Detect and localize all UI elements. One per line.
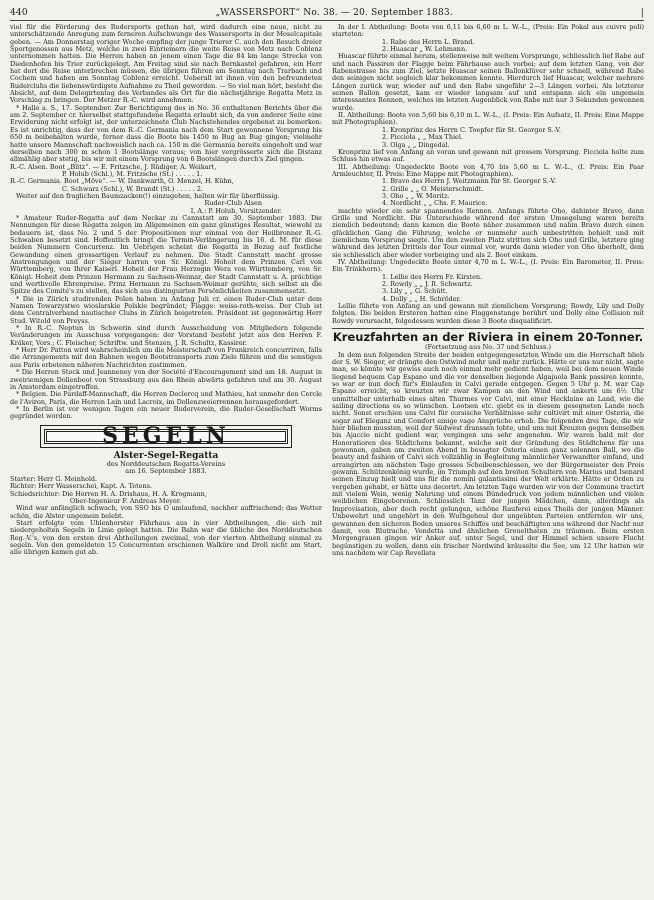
banner-title: SEGELN — [44, 429, 288, 444]
page-header — [10, 8, 644, 21]
paragraph: * Belgien. Die Pardaff-Mannschaft, die Herren Declercq und Mathieu, hat unmehr den Cercle de l'Aviron, Paris, die Herren Lein und Lacroix, im Dollenzweierrennen herausgefordert. — [10, 390, 322, 406]
crew-line: C. Schwarz (Schl.), W. Brandt (St.) . . . . . 2. — [62, 184, 204, 193]
crew-line: R.-C. Germania. Boot „Möve“. — W. Dankwarth, O. Menzel, H. Kühn, — [10, 177, 234, 186]
crew-line: R.-C. Alsen. Boot „Blitz“. — E. Fritzsche, J. Rüdiger, A. Weikart, — [10, 162, 217, 171]
boat-entry: 2. Huascar „ W. Lehmann. — [382, 45, 468, 54]
paragraph: Weiter auf den fraglichen Baumzacken(!) einzugehen, halten wir für überflüssig. — [16, 191, 280, 200]
boat-entry: 1. Lellie des Herrn Fr. Kirsten. — [382, 272, 483, 281]
official-line: Schiedsrichter: Die Herren H. A. Drishaus, H. A. Krogmann, — [10, 489, 207, 498]
boat-entry: 1. Kronprinz des Herrn C. Toepfer für St. Georger S.-V. — [382, 125, 561, 134]
header-mark: | — [640, 8, 644, 18]
official-line: Richter: Herr Wasserschei, Kapt. A. Tetens. — [10, 482, 153, 491]
right-column — [332, 24, 644, 557]
paragraph: Kronprinz lief von Anfang an voran und gewann mit grossem Vorsprung. Picciola holte zum Schluss hin etwas auf. — [332, 147, 644, 164]
left-column — [10, 24, 322, 557]
page-number: 440 — [10, 8, 28, 18]
boat-entry: 3. Lily „ „ G. Schütt. — [382, 287, 448, 296]
paragraph: IV. Abtheilung: Ungedeckte Boote unter 4,70 m L. W.-L., (I. Preis: Ein Barometer, II. Preis: Ein Trinkhorn). — [332, 258, 644, 274]
paragraph: * Herr Dr. Patton wird wahrscheinlich um die Meisterschaft von Frankreich concurriren, falls die Arrangements mit den Bahnen wegen Bootstransports zum Ziele führen und die sonstigen aus Paris erbetenen näheren Nachrichten zustimmen. — [10, 346, 322, 369]
paragraph: II. Abtheilung: Boote von 5,60 bis 6,10 m L. W.-L., (I. Preis: Ein Aufsatz, II. Preis: Eine Mappe mit Photographien). — [332, 111, 644, 127]
paragraph: * Die Herren Stock und Jeanneney von der Société d'Encouragement sind am 18. August in zweiriemigen Dollenboot von Strassburg aus den Rhein abwärts gefahren und am 30. August in Amsterdam eingetroffen. — [10, 368, 322, 391]
page-title: „WASSERSPORT“ No. 38. — 20. September 1883. — [215, 8, 453, 18]
section-banner — [40, 422, 292, 449]
paragraph: In dem nun folgenden Streite der beiden entgegengesetzten Winde um die Herrschaft blieb der S. W. Sieger, er drängte den Ostwind mehr und mehr zurück. Hätte er uns nur nicht, sagte man, so könnte wir gewiss auch noch einmal mehr gedient haben, weil bei dem neuen Winde liegend bequem Cap Espano und die vor denselben liegende Algajuola Bank passiren konnte, so war er nun doch für's Einlaufen in Calvi gerade entgegen. Gegen 5 Uhr p. M. war Cap Espano erreicht, so kreuzten wir zwar Kampen an den Wind und ankerte um 6½ Uhr unmittelbar unterhalb eines alten Thurmes vor Calvi, mit einer Hecklaine an Land, wie die sailing directions es so wünschen. Lootsen etc. giebt es in diesem gesegneten Lande noch nicht. Sonst erschien uns Calvi für corsische Verhältnisse sehr cultivirt mit einer Osteria, die sogar auf Eleganz und Comfort einige vage Ansprüche erhob. Die folgenden drei Tage, die wir hier blieben mussten, weil der Südwest dranssen tobte, und uns mit Kreuzen gegen denselben bis Ajaccio nicht gedient war, vergingen uns sehr angenehm. Wir waren bald mit der Honoratioren des Städtchens bekannt, welche seit der Gründung des Städtchens für uns gewonnen, gaben am zweiten Abend in besagter Osteria einen ganz solennen Ball, wo die beauty and fashion of Calvi sich vollzählig in Begleitung männlicher Verwandter einfand, und arrangirten am nächsten Tage grosses Scheibenschiessen, wo der Bürgermeister den Preis gewann. Schützenkönig wurde, im Triumph auf den breiten Schultern von Marius und Isenard seinen Einzug hielt und uns für die nomini galantissimi der Welt erklärte. Hätte er Orden zu vergeben gehabt, er hätte uns decorirt. Am letzten Tage wurden wir von der Commune tractirt mit vielem Wein, wenig Nahrung und einem Bündedruck von jedem männlichen und vielen weiblichen Eingeborenen. Schliesslich Tanz der jungen Mädchen, dann, allerdings als Improvisation, aber doch recht gelungen, schöne Rauferei eines Theils der jungen Männer. Unbewehrt und ungehört in den Wuthgeheul der ungeübten Parteien entfernten wir uns, gewannen den sicheren Boden unseres Schiffes und beschäftigten uns während der Nacht nur damit, von Blutrache, Vendetta und ähnlichen Greuelthaten zu träumen. Beim ersten Morgengrauen gingen wir Anker auf, unter Segel, und der Himmel schien unsere Flucht begünstigen zu wollen, denn ein frischer Nordwind kräuselte die See, um 12 Uhr hatten wir uns nachdem wir Cap Revellata — [332, 350, 644, 557]
paragraph: III. Abtheilung: Ungedeckte Boote von 4,70 bis 5,60 m L. W.-L., (I. Preis: Ein Paar Armleuchter, II. Preis: Eine Mappe mit Photographien). — [332, 162, 644, 178]
paragraph: * Halle a. S., 17. September. Zur Berichtigung des in No. 36 enthaltenen Berichts über die am 2. September cr. hierselbst stattgefundene Regatta erlaubt sich, da von anderer Seite eine Erwiderung nicht erfolgt ist, der unterzeichnete Club Nachstehendes ergebenst zu bemerken: Es ist unrichtig, dass der von dem R.-C. Germania nach dem Start gewonnene Vorsprung bis 650 m beibehalten wurde, ferner dass die Boote bis 1450 m Bug an Bug gingen; vielmehr hatte unsere Mannschaft nachweislich nach ca. 150 m die Germania bereits eingeholt und war derselben nach 300 m schon 1 Bootslänge voraus; von hier vergrösserte sich die Distanz allmählig aber stetig, bis wir mit einem Vorsprung von 6 Bootslängen durch's Ziel gingen. — [10, 103, 322, 164]
boat-entry: 4. Dolly „ „ H. Schröder. — [382, 294, 461, 303]
regatta-date: am 16. September 1883. — [125, 467, 207, 476]
paragraph: Wind war anfänglich schwach, von SSO bis O umlaufend, nachher auffrischend; das Wetter schön, die Alster ungemein belebt. — [10, 504, 322, 520]
regatta-subtitle: des Norddeutschen Regatta-Vereins — [106, 459, 226, 468]
paragraph: machte wieder ein sehr spannendes Rennen. Anfangs führte Oho, dahinter Bravo, dann Grille und Nordlicht. Die Unterschiede während der ersten Umsegelung waren bereits ziemlich bedeutend; dann kamen die Boote näher zusammen und nahm Bravo durch einen glücklichen Gang die Führung, welche er nunmehr auch unbestritten behielt und mit ziemlichem Vorsprung siegte. Um den zweiten Platz stritten sich Oho und Grille, letztere ging während des letzten Drittels der Tour einmal vor, wurde dann wieder von Oho überholt, dem sie schliesslich aber wieder vorbeiging und als 2. Boot einkam. — [332, 206, 644, 259]
paragraph: Lellie führte von Anfang an und gewann mit ziemlichem Vorsprung; Rowdy, Lily und Dolly folgten. Die beiden Ersteren hatten eine Flaggenstange berührt und Dolly eine Collision mit Rowdy verursacht, folgedessen wurden diese 3 Boote disqualificirt. — [332, 302, 644, 325]
signature: Ruder-Club Alsen — [204, 199, 262, 208]
paragraph: viel für die Förderung des Rudersports gethan hat, wird dadurch eine neue, nicht zu unterschätzende Anregung zum ferneren Aufschwunge des Wassersports in der Moselcapitale geben. — Am Donnerstag voriger Woche empfing der junge Trierer C. auch den Besuch dreier Sportgenossen aus Metz, welche in zwei Einriemern die weite Reise von Metz nach Coblenz unternommen hatten. Die Herren haben an jenem einen Tage die 84 km lange Strecke von Diedenhofen bis Trier zurückgelegt. Am Freitag sind sie nach Bernkastel gefahren, ein Herr hat dort die Reise unterbrechen müssen, die übrigen führen am Sonntag nach Trarbach und Cochem und haben am Sonntag Coblenz erreicht. Ueberall ist ihnen von den befreundeten Rudercluhs die liebenswürdigste Aufnahme zu Theil geworden. — So viel man hört, besteht die Absicht, auf dem Delegirtentag des Verbandes als Ort für die nächstjährige Regatta Metz in Vorschlag zu bringen. Der Metzer R.-C. wird annehmen. — [10, 23, 322, 105]
boat-entry: 3. Olga „ „ Dingedal. — [382, 140, 450, 149]
signature: I. A.: P. Holub, Vorsitzender. — [190, 206, 282, 215]
paragraph: * In Berlin ist vor wenigen Tagen ein neuer Ruderverein, die Ruder-Gesellschaft Worms gegründet worden. — [10, 404, 322, 421]
paragraph: * In R.-C. Neptun in Schwerin sind durch Ausscheidung von Mitgliedern folgende Veränderungen im Ausschuss vorgegangen: der Vorstand besteht jetzt aus den Herren F. Kräker, Vors.; C. Fleischer, Schriftw. und Stenzen, J. R. Schultz, Kassirer. — [10, 324, 322, 347]
boat-entry: 2. Grille „ „ O. Meisterschmidt. — [382, 184, 484, 193]
boat-entry: 1. Rabe des Herrn L. Brand. — [382, 37, 475, 46]
boat-entry: 2. Rowdy „ „ J. R. Schwartz. — [382, 280, 473, 289]
paragraph: Huascar führte einmal herum, stellenweise mit weitem Vorsprunge, schliesslich lief Rabe auf und nach Passiren der Flagge beim Fährhause auch vorbei; auf dem letzten Gang, von der Rabenstrasse bis zum Ziel, setzte Huascar seinen Ballonklüver sehr schnell, während Rabe den seinigen nicht sogleich klar bekommen konnte. Hierdurch lief Huascar, welcher mehrere Längen zurück war, wieder auf und den Rabe ungefähr 2—3 Längen vorbei. Als letzterer seinen Ballon gesetzt, kam er wieder langsam auf und entspann sich ein ungemein interessantes Rennen, welches im letzten Augenblick von Rabe mit nur 3 Sekunden gewonnen wurde. — [332, 52, 644, 112]
article-subtitle: (Fortsetzung aus No. 37 und Schluss.) — [425, 343, 551, 352]
paragraph: * Amateur Ruder-Regatta auf dem Neckar zu Cannstatt am 30. September 1883. Die Nennungen für diese Regatta zeigen im Allgemeinen ein ganz günstiges Resultat, wiewohl zu bedauern ist, dass No. 2 und 5 der Propositionen nur einmal von der Heilbronner R.-G. Schwaben besetzt sind. Hoffentlich bringt die Termin-Verlängerung bis 16. d. M. für diese beiden Nummern Concurrenz. Im Uebrigen scheint die Regatta in Bezug auf festliche Gewandung einen grossartigen Verlauf zu nehmen. Die Stadt Cannstatt macht grosse Anstrengungen und der Sieger harren von Sr. Königl. Hoheit dem Prinzen Carl von Württemberg, von Ihrer Kaiserl. Hoheit der Frau Herzogin Wera von Württemberg, von Sr. Königl. Hoheit dem Prinzen Hermann zu Sachsen-Weimar, der Stadt Cannstatt u. A. prächtige und werthvolle Ehrenpreise. Prinz Hermann zu Sachsen-Weimar gerühte, sich selbst an die Spitze des Comité's zu stellen, das sich aus distinguirten Persönlichkeiten zusammensetzt. — [10, 213, 322, 296]
official-line: Ober-Ingenieur F. Andreas Meyer. — [70, 496, 182, 505]
article-title: Kreuzfahrten an der Riviera in einem 20-Tonner. — [332, 330, 644, 345]
crew-line: P. Holub (Schl.), M. Fritzsche (St.) . . . . . 1. — [62, 169, 203, 178]
regatta-title: Alster-Segel-Regatta — [113, 450, 219, 461]
boat-entry: 3. Oho „ „ W. Moritz. — [382, 191, 450, 200]
official-line: Starter: Herr G. Meinhold. — [10, 474, 98, 483]
columns — [10, 24, 644, 557]
paragraph: Start erfolgte vom Uhlenhorster Fährhaus aus in vier Abtheilungen, die sich mit niedergeholten Segeln in Linie gelegt hatten. Die Bahn war die übliche des Norddeutschen Reg.-V.'s, von den ersten drei Abtheilungen zweimal, von der vierten Abtheilung einmal zu segeln. Von den gemeldeten 15 Concurrenten erschienen Walküre und Droll nicht am Start, alle übrigen kamen gut ab. — [10, 518, 322, 557]
boat-entry: 1. Bravo des Herrn J. Weitzmann für St. Georger S.-V. — [382, 177, 557, 186]
boat-entry: 2. Picciola „ „ Max Thiel. — [382, 133, 463, 142]
paragraph: * Die in Zürich studirenden Polen haben zu Anfang Juli cr. einen Ruder-Club unter dem Namen Towarzystwo wioslarskie Polskie begründet; Flagge: weiss-roth-weiss. Der Club ist dem Centralverband nautischer Clubs in Zürich beigetreten. Präsident ist gegenwärtig Herr Stud. Witold von Preyss. — [10, 294, 322, 325]
boat-entry: 4. Nordlicht „ „ Chs. F. Maurice. — [382, 199, 488, 208]
paragraph: In der I. Abtheilung: Boote von 6,11 bis 6,60 m L. W.-L., (Preis: Ein Pokal aus cuivre poli) starteten: — [332, 23, 644, 39]
